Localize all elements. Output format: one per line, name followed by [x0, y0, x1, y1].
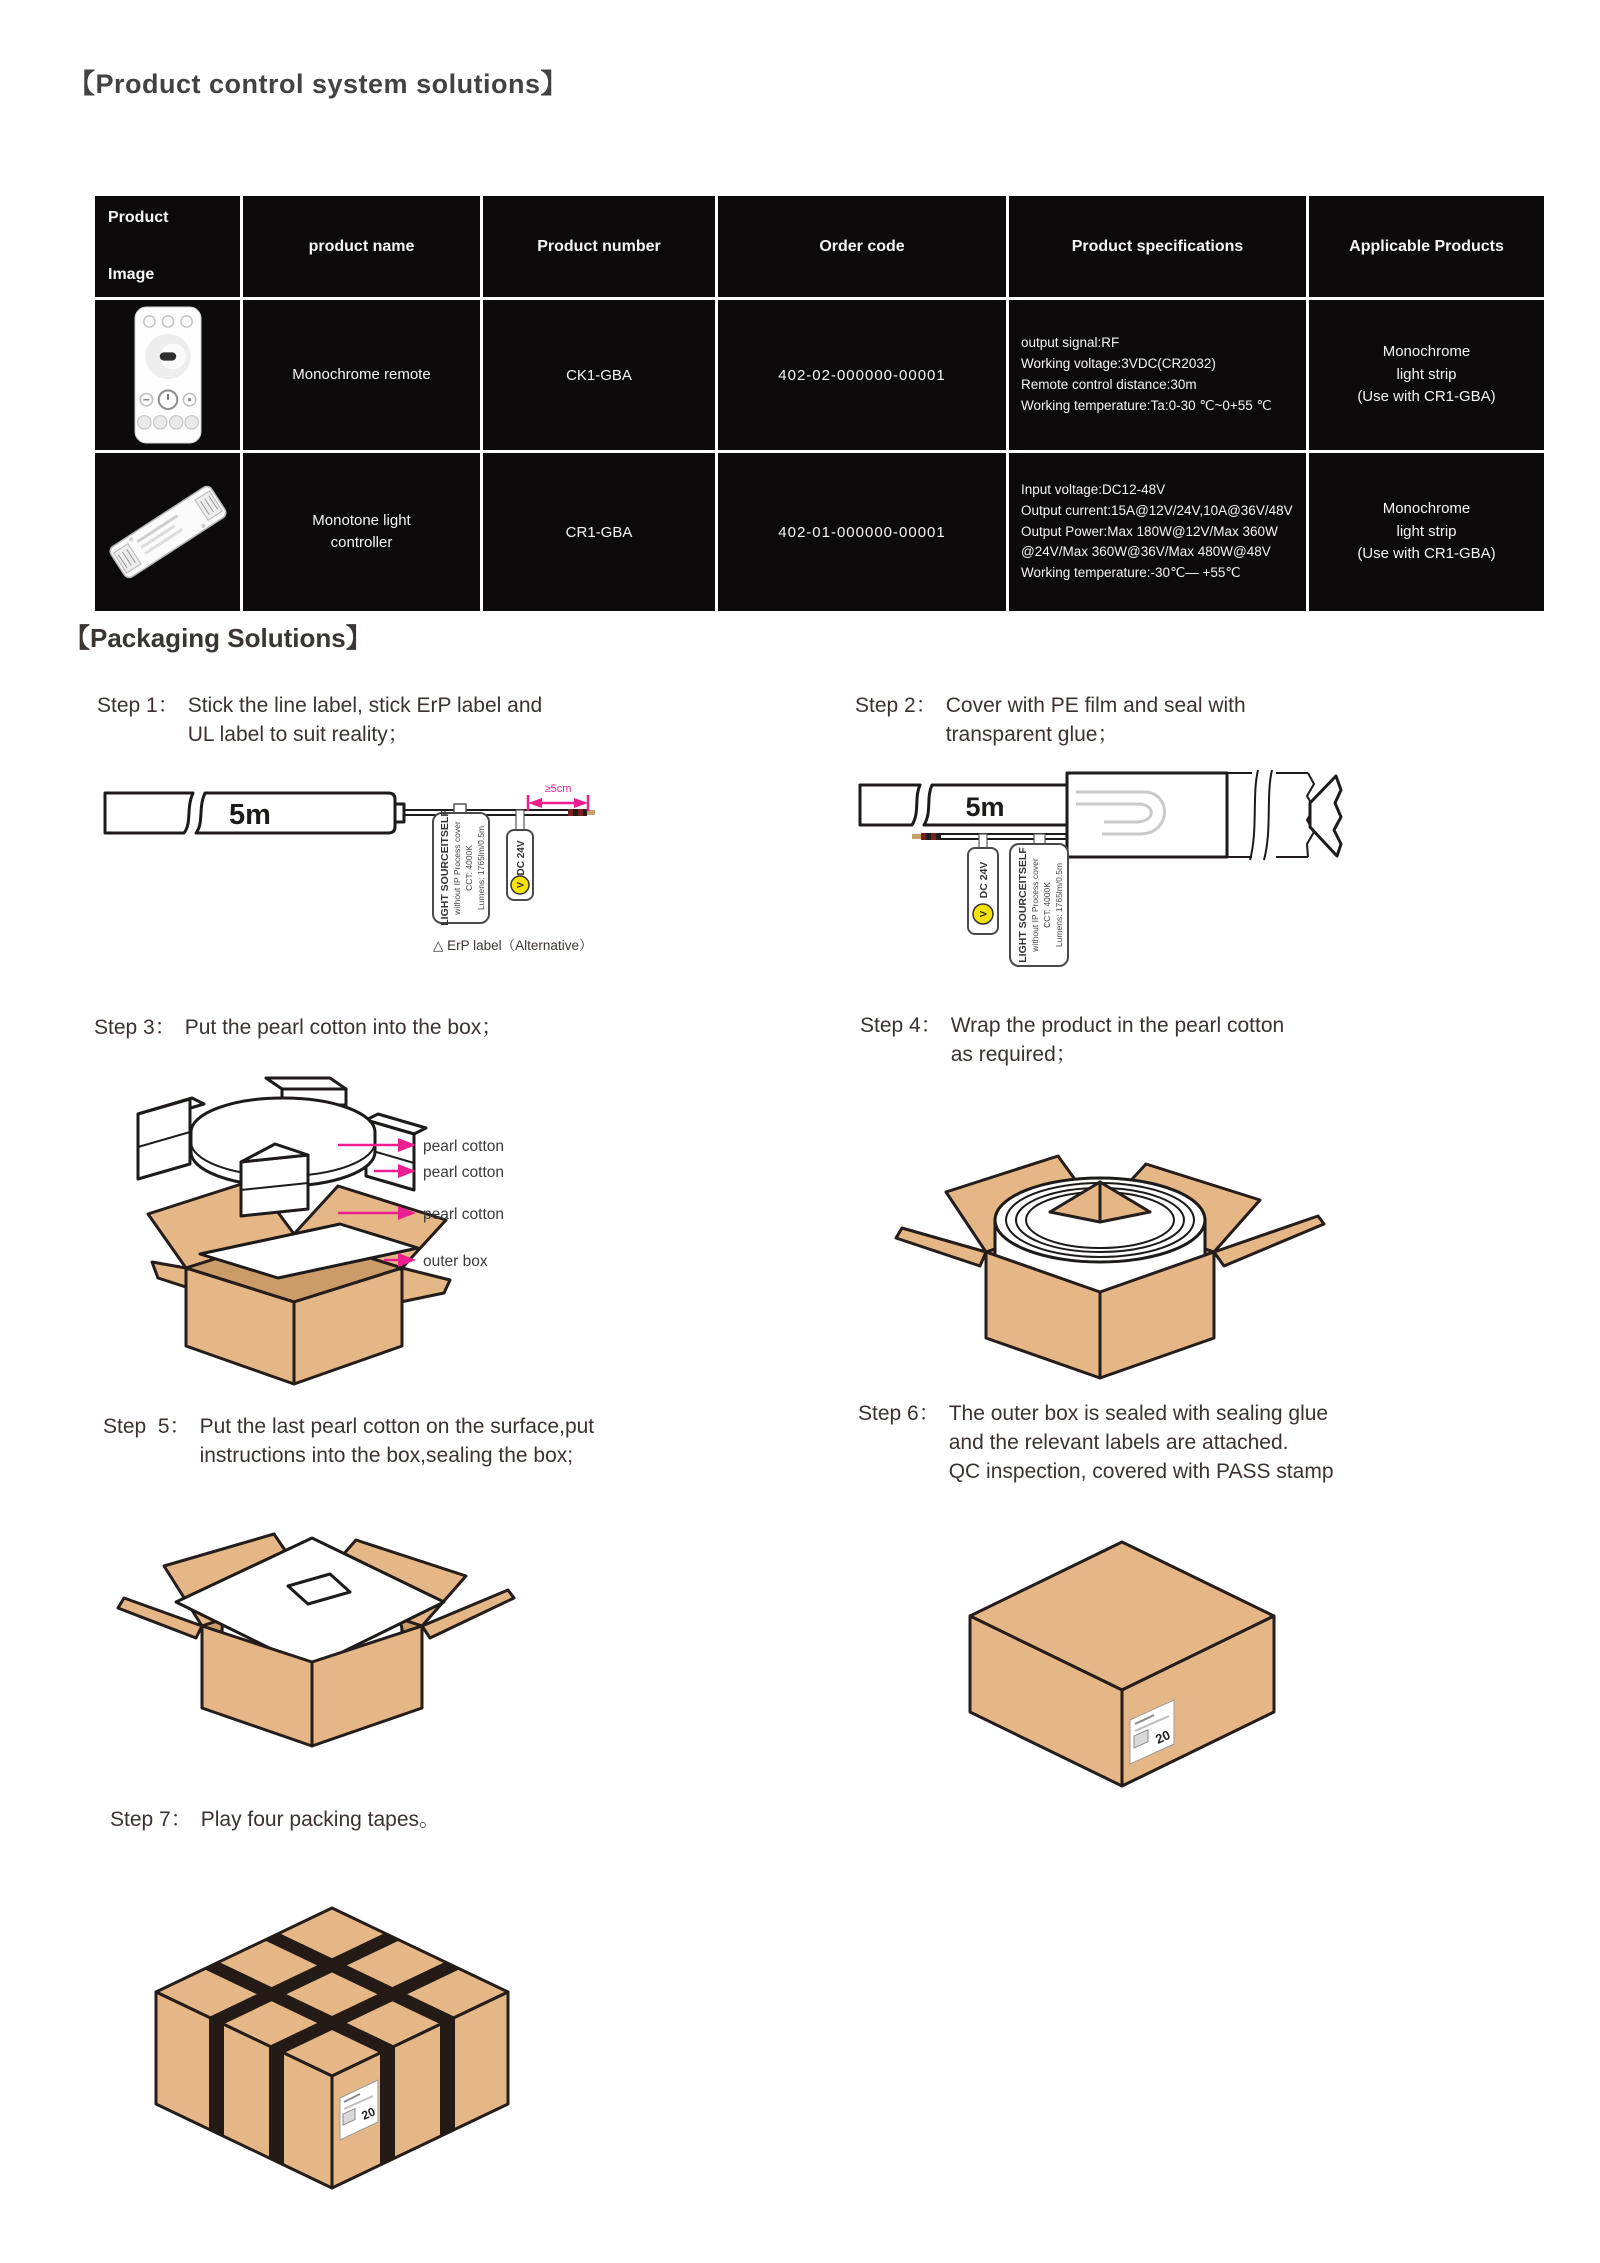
header-product-image: Product Image [95, 196, 240, 297]
step-4-illustration [888, 1100, 1333, 1390]
pearl-cotton-label-1: pearl cotton [423, 1138, 504, 1155]
table-row-1-applicable: Monochrome light strip (Use with CR1-GBA) [1309, 300, 1544, 450]
header-product-specifications: Product specifications [1009, 196, 1306, 297]
step-3-text: Step 3： Put the pearl cotton into the box； [94, 1016, 503, 1039]
dimension-arrow [528, 783, 588, 811]
pearl-cotton-corners-and-roll [138, 1078, 426, 1216]
step-6-text: Step 6： The outer box is sealed with sealing glue and the relevant labels are attached. QC inspection, covered with PASS stamp [858, 1402, 1334, 1483]
step-1-text: Step 1： Stick the line label, stick ErP label and UL label to suit reality； [97, 694, 543, 746]
svg-text:LIGHT SOURCEITSELF: LIGHT SOURCEITSELF [1017, 847, 1029, 963]
step-6-illustration [942, 1528, 1307, 1805]
svg-text:CCT: 4000K: CCT: 4000K [464, 845, 474, 891]
pearl-cotton-label-3: pearl cotton [423, 1206, 504, 1223]
box-label-number: 20 [1153, 1727, 1173, 1747]
step-4-text: Step 4： Wrap the product in the pearl cotton as required； [860, 1014, 1285, 1066]
erp-label-tag-2 [1010, 834, 1068, 966]
box-label-number: 20 [359, 2104, 378, 2123]
remote-illustration [128, 305, 208, 445]
svg-text:without IP Process cover: without IP Process cover [452, 821, 462, 915]
product-spec-table [95, 196, 1545, 611]
strip-length-label-2: 5m [965, 792, 1005, 822]
outer-box-label: outer box [423, 1253, 488, 1270]
table-row-2-image [95, 453, 240, 611]
svg-text:Lumens: 1765lm/0.5m: Lumens: 1765lm/0.5m [476, 825, 486, 911]
table-row-1-specs: output signal:RF Working voltage:3VDC(CR2032) Remote control distance:30m Working temperature:Ta:0-30 ℃~0+55 ℃ [1009, 300, 1306, 450]
table-row-1-name: Monochrome remote [243, 300, 480, 450]
controller-illustration [103, 462, 233, 602]
strip-length-label: 5m [229, 799, 271, 831]
svg-text:V: V [515, 881, 526, 889]
page-title: 【Product control system solutions】 [68, 69, 569, 99]
dc24v-label-tag [507, 810, 533, 900]
distance-note: ≥5cm [544, 783, 572, 795]
table-row-2-number: CR1-GBA [483, 453, 715, 611]
step-1-illustration [90, 768, 790, 978]
table-row-2-name: Monotone light controller [243, 453, 480, 611]
svg-text:without IP Process cover: without IP Process cover [1030, 858, 1040, 952]
header-applicable-products: Applicable Products [1309, 196, 1544, 297]
table-row-2-specs: Input voltage:DC12-48V Output current:15A@12V/24V,10A@36V/48V Output Power:Max 180W@12V/Max 360W @24V/Max 360W@36V/Max 480W@48V Working temperature:-30℃— +55℃ [1009, 453, 1306, 611]
step-7-text: Step 7： Play four packing tapes。 [110, 1808, 441, 1831]
step-7-illustration [132, 1892, 537, 2222]
table-row-2-order: 402-01-000000-00001 [718, 453, 1006, 611]
step-2-text: Step 2： Cover with PE film and seal with transparent glue； [855, 694, 1246, 746]
packaging-title: 【Packaging Solutions】 [64, 623, 372, 653]
table-row-1-image [95, 300, 240, 450]
table-row-1-order: 402-02-000000-00001 [718, 300, 1006, 450]
erp-caption: △ ErP label（Alternative） [433, 938, 593, 953]
header-product-number: Product number [483, 196, 715, 297]
step-2-illustration [840, 760, 1540, 1000]
step-5-illustration [112, 1478, 517, 1788]
svg-text:V: V [978, 910, 990, 918]
header-order-code: Order code [718, 196, 1006, 297]
step-3-illustration [98, 1072, 573, 1412]
pe-film-box [1067, 773, 1227, 857]
dc24v-label-tag-2 [968, 834, 998, 934]
pearl-cotton-label-2: pearl cotton [423, 1164, 504, 1181]
svg-text:LIGHT SOURCEITSELF: LIGHT SOURCEITSELF [439, 810, 451, 926]
svg-text:Lumens: 1765lm/0.5m: Lumens: 1765lm/0.5m [1054, 862, 1064, 948]
svg-text:DC 24V: DC 24V [516, 840, 527, 876]
table-row-1-number: CK1-GBA [483, 300, 715, 450]
film-twist-end [1310, 776, 1341, 856]
svg-text:DC 24V: DC 24V [978, 861, 990, 899]
header-product-name: product name [243, 196, 480, 297]
step-5-text: Step 5： Put the last pearl cotton on the surface,put instructions into the box,sealing the box; [103, 1415, 595, 1467]
erp-label-tag [433, 804, 489, 926]
table-row-2-applicable: Monochrome light strip (Use with CR1-GBA) [1309, 453, 1544, 611]
svg-text:CCT: 4000K: CCT: 4000K [1042, 882, 1052, 928]
